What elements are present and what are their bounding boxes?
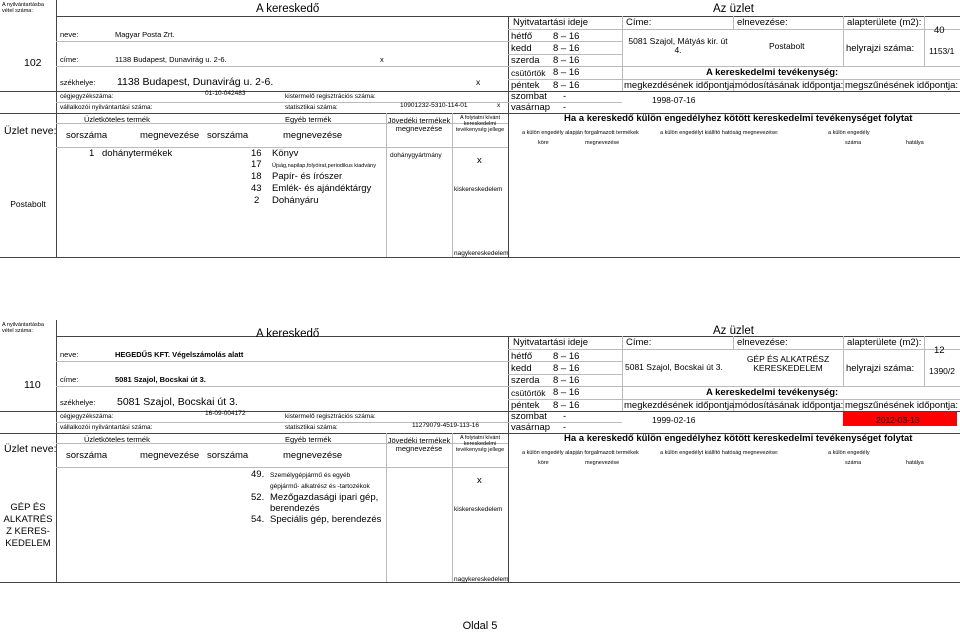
shop-address-label: Címe:	[626, 17, 652, 28]
other-name-3: berendezés	[270, 503, 320, 514]
seq-label-2: sorszáma	[207, 450, 249, 461]
excise-value: dohánygyártmány	[390, 152, 442, 159]
retail-label: kiskereskedelem	[454, 186, 503, 193]
seq-label-2: sorszáma	[207, 130, 249, 141]
desc-label-3: megnevezése	[585, 460, 620, 466]
day-1: kedd	[511, 363, 532, 374]
excise-label: Jövedéki termékek megnevezése	[387, 116, 451, 134]
name-label: neve:	[60, 350, 79, 359]
time-0: 8 – 16	[553, 31, 580, 42]
parcel-label: helyrajzi száma:	[846, 363, 915, 374]
parcel-value: 1153/1	[929, 46, 955, 56]
merchant-header: A kereskedő	[256, 3, 320, 15]
lic-label: a külön engedély	[828, 130, 870, 136]
other-no-1: 17	[251, 159, 262, 170]
shop-name-label: elnevezése:	[737, 337, 788, 348]
time-1: 8 – 16	[553, 43, 580, 54]
day-0: hétfő	[511, 351, 533, 362]
notifiable-label: Üzletköteles termék	[84, 435, 150, 444]
activity-label: A kereskedelmi tevékenység:	[706, 67, 839, 78]
desc-label-2: megnevezése	[283, 450, 343, 461]
desc-label-1: megnevezése	[140, 130, 200, 141]
time-0: 8 – 16	[553, 351, 580, 362]
address-label: címe:	[60, 55, 79, 64]
other-label: Egyéb termék	[285, 435, 332, 444]
shop-side-name: Postabolt	[10, 199, 46, 209]
other-name-2: Papír- és írószer	[272, 171, 343, 182]
merchant-address: 1138 Budapest, Dunavirág u. 2-6.	[115, 55, 227, 64]
day-5: szombat	[511, 411, 547, 422]
day-2: szerda	[511, 375, 540, 386]
day-6: vasárnap	[511, 102, 551, 113]
lic-authority-label: a külön engedélyt kiállító hatóság megnevezése:	[660, 450, 779, 456]
other-name-1: gépjármű- alkatrész és -tartozékok	[270, 483, 370, 490]
shop-header: Az üzlet	[713, 325, 754, 337]
shop-header: Az üzlet	[713, 3, 754, 15]
record-102	[0, 0, 960, 260]
lic-products-label: a külön engedély alapján forgalmazott termékek	[522, 130, 639, 136]
area-value: 40	[934, 25, 945, 36]
company-reg-value: 16-09-004172	[205, 410, 246, 417]
desc-label-3: megnevezése	[585, 140, 620, 146]
seat-mark: x	[476, 77, 481, 87]
start-value: 1999-02-16	[652, 415, 696, 425]
registry-label: A nyilvántartásba vétel száma:	[2, 322, 44, 335]
time-2: 8 – 16	[553, 55, 580, 66]
registry-number: 110	[24, 379, 41, 391]
merchant-header: A kereskedő	[256, 328, 320, 340]
other-name-4: Speciális gép, berendezés	[270, 514, 382, 525]
scope-label: köre	[538, 460, 549, 466]
notifiable-no-0: 1	[89, 148, 95, 159]
merchant-seat: 5081 Szajol, Bocskai út 3.	[117, 396, 238, 408]
day-3: csütörtök	[511, 388, 546, 398]
record-110	[0, 320, 960, 585]
wholesale-label: nagykereskedelem	[454, 250, 509, 257]
company-reg-label: cégjegyzékszáma:	[60, 413, 114, 420]
notifiable-name-0: dohánytermékek	[102, 148, 173, 159]
day-1: kedd	[511, 43, 532, 54]
entrepreneur-reg-label: vállalkozói nyilvántartási száma:	[60, 104, 153, 111]
time-4: 8 – 16	[553, 400, 580, 411]
merchant-address: 5081 Szajol, Bocskai út 3.	[115, 375, 206, 384]
number-label: száma	[845, 460, 862, 466]
day-5: szombat	[511, 91, 547, 102]
shop-address-value: 5081 Szajol, Bocskai út 3.	[625, 362, 723, 372]
area-label: alapterülete (m2):	[847, 337, 922, 348]
small-reg-label: kistermelő regisztrációs száma:	[285, 413, 376, 420]
day-3: csütörtök	[511, 68, 546, 78]
time-5: -	[563, 411, 567, 422]
shop-name-side-label: Üzlet neve:	[4, 125, 57, 137]
activity-type-label: A folytatni kívánt kereskedelmi tevékenység jellege	[455, 435, 505, 454]
desc-label-1: megnevezése	[140, 450, 200, 461]
scope-label: köre	[538, 140, 549, 146]
time-4: 8 – 16	[553, 80, 580, 91]
day-2: szerda	[511, 55, 540, 66]
small-reg-label: kistermelő regisztrációs száma:	[285, 93, 376, 100]
shop-address-label: Címe:	[626, 337, 652, 348]
activity-mark: x	[477, 475, 482, 486]
time-3: 8 – 16	[553, 67, 580, 78]
start-label: megkezdésének időpontja:	[624, 400, 738, 411]
shop-name-value: GÉP ÉS ALKATRÉSZ KERESKEDELEM	[746, 354, 830, 374]
area-label: alapterülete (m2):	[847, 17, 922, 28]
time-5: -	[563, 91, 567, 102]
activity-mark: x	[477, 155, 482, 166]
address-label: címe:	[60, 375, 79, 384]
seat-label: székhelye:	[60, 398, 96, 407]
mod-label: módosításának időpontja:	[735, 400, 844, 411]
lic-authority-label: a külön engedélyt kiállító hatóság megnevezése:	[660, 130, 779, 136]
other-no-0: 49.	[251, 469, 265, 480]
other-name-2: Mezőgazdasági ipari gép,	[270, 492, 379, 503]
merchant-seat: 1138 Budapest, Dunavirág u. 2-6.	[117, 76, 274, 88]
activity-label: A kereskedelmi tevékenység:	[706, 387, 839, 398]
area-value: 12	[934, 345, 945, 356]
excise-label: Jövedéki termékek megnevezése	[387, 436, 451, 454]
address-mark: x	[380, 55, 384, 64]
seq-label-1: sorszáma	[66, 450, 108, 461]
opening-hours-label: Nyitvatartási ideje	[513, 337, 588, 348]
merchant-name: Magyar Posta Zrt.	[115, 30, 175, 39]
merchant-name: HEGEDŰS KFT. Végelszámolás alatt	[115, 350, 244, 359]
other-no-4: 54.	[251, 514, 265, 525]
start-label: megkezdésének időpontja:	[624, 80, 738, 91]
day-0: hétfő	[511, 31, 533, 42]
seq-label-1: sorszáma	[66, 130, 108, 141]
other-label: Egyéb termék	[285, 115, 332, 124]
mod-label: módosításának időpontja:	[735, 80, 844, 91]
other-name-3: Emlék- és ajándéktárgy	[272, 183, 372, 194]
start-value: 1998-07-16	[652, 95, 696, 105]
name-label: neve:	[60, 30, 79, 39]
registry-number: 102	[24, 57, 42, 69]
other-name-0: Személygépjármű és egyéb	[270, 472, 351, 479]
licensed-label: Ha a kereskedő külön engedélyhez kötött kereskedelmi tevékenységet folytat	[564, 433, 913, 444]
time-6: -	[563, 102, 567, 113]
other-no-3: 43	[251, 183, 262, 194]
time-6: -	[563, 422, 567, 433]
stat-mark: x	[497, 102, 501, 109]
end-label: megszűnésének időpontja:	[845, 81, 959, 91]
stat-label: statisztikai száma:	[285, 424, 338, 431]
stat-value: 11279079-4519-113-16	[412, 422, 479, 429]
lic-label: a külön engedély	[828, 450, 870, 456]
shop-name-label: elnevezése:	[737, 17, 788, 28]
other-no-2: 18	[251, 171, 262, 182]
desc-label-2: megnevezése	[283, 130, 343, 141]
validity-label: hatálya	[906, 460, 924, 466]
other-no-4: 2	[254, 195, 260, 206]
day-4: péntek	[511, 400, 540, 411]
shop-name-side-label: Üzlet neve:	[4, 443, 57, 455]
time-3: 8 – 16	[553, 387, 580, 398]
day-4: péntek	[511, 80, 540, 91]
page-footer: Oldal 5	[462, 620, 498, 632]
stat-label: statisztikai száma:	[285, 104, 338, 111]
time-1: 8 – 16	[553, 363, 580, 374]
company-reg-label: cégjegyzékszáma:	[60, 93, 114, 100]
parcel-label: helyrajzi száma:	[846, 43, 915, 54]
entrepreneur-reg-label: vállalkozói nyilvántartási száma:	[60, 424, 153, 431]
parcel-value: 1390/2	[929, 366, 955, 376]
registry-label: A nyilvántartásba vétel száma:	[2, 2, 44, 15]
other-name-1: Újság,napilap,folyóirat,periodikus kiadvány	[272, 163, 376, 169]
other-name-0: Könyv	[272, 148, 299, 159]
other-no-0: 16	[251, 148, 262, 159]
opening-hours-label: Nyitvatartási ideje	[513, 17, 588, 28]
retail-label: kiskereskedelem	[454, 506, 503, 513]
notifiable-label: Üzletköteles termék	[84, 115, 150, 124]
day-6: vasárnap	[511, 422, 551, 433]
stat-value: 10901232-5310-114-01	[400, 102, 468, 109]
wholesale-label: nagykereskedelem	[454, 576, 509, 583]
lic-products-label: a külön engedély alapján forgalmazott termékek	[522, 450, 639, 456]
seat-label: székhelye:	[60, 78, 96, 87]
shop-side-name: GÉP ÉS ALKATRÉS Z KERES-KEDELEM	[3, 502, 53, 549]
number-label: száma	[845, 140, 862, 146]
validity-label: hatálya	[906, 140, 924, 146]
licensed-label: Ha a kereskedő külön engedélyhez kötött kereskedelmi tevékenységet folytat	[564, 113, 913, 124]
other-no-2: 52.	[251, 492, 265, 503]
activity-type-label: A folytatni kívánt kereskedelmi tevékenység jellege	[455, 115, 505, 134]
time-2: 8 – 16	[553, 375, 580, 386]
company-reg-value: 01-10-042483	[205, 90, 246, 97]
shop-name-value: Postabolt	[769, 41, 805, 51]
other-name-4: Dohányáru	[272, 195, 319, 206]
shop-address-value: 5081 Szajol, Mátyás kir. út 4.	[628, 36, 728, 56]
end-value: 2012-03-13	[876, 415, 920, 425]
end-label: megszűnésének időpontja:	[845, 401, 959, 411]
